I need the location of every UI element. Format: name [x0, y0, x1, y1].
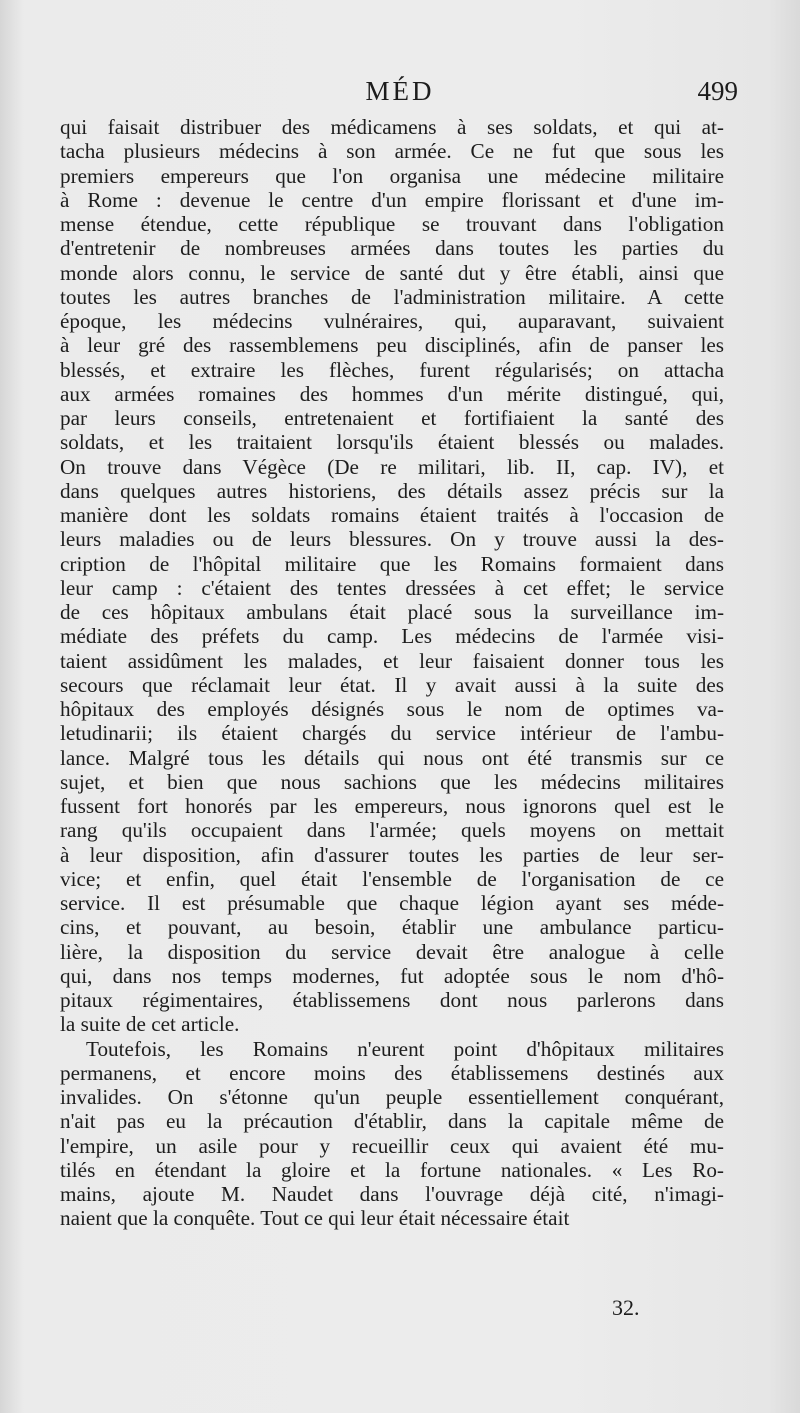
text-line: l'empire, un asile pour y recueillir ceux qui avaient été mu-: [60, 1133, 724, 1158]
text-line: tilés en étendant la gloire et la fortune nationales. « Les Ro-: [60, 1157, 724, 1182]
running-head: MÉD: [365, 76, 435, 106]
text-line: soldats, et les traitaient lorsqu'ils étaient blessés ou malades.: [60, 430, 724, 455]
body-text: [60, 115, 724, 1231]
text-line: d'entretenir de nombreuses armées dans toutes les parties du: [60, 236, 724, 261]
text-line: pitaux régimentaires, établissemens dont nous parlerons dans: [60, 988, 724, 1012]
text-line: rang qu'ils occupaient dans l'armée; quels moyens on mettait: [60, 818, 724, 843]
text-line: taient assidûment les malades, et leur faisaient donner tous les: [60, 648, 724, 673]
signature-mark: 32.: [612, 1295, 640, 1320]
text-line: la suite de cet article.: [60, 1012, 240, 1037]
text-line: à leur disposition, afin d'assurer toutes les parties de leur ser-: [60, 842, 724, 867]
text-line: par leurs conseils, entretenaient et fortifiaient la santé des: [60, 406, 724, 430]
text-line: monde alors connu, le service de santé dut y être établi, ainsi que: [60, 260, 724, 285]
text-line: tacha plusieurs médecins à son armée. Ce ne fut que sous les: [60, 139, 724, 164]
text-line: cins, et pouvant, au besoin, établir une ambulance particu-: [60, 915, 724, 940]
text-line: blessés, et extraire les flèches, furent régularisés; on attacha: [60, 357, 724, 382]
text-line: Toutefois, les Romains n'eurent point d'hôpitaux militaires: [86, 1036, 724, 1061]
text-line: leurs maladies ou de leurs blessures. On y trouve aussi la des-: [60, 527, 724, 552]
text-line: aux armées romaines des hommes d'un mérite distingué, qui,: [60, 381, 724, 406]
text-line: mains, ajoute M. Naudet dans l'ouvrage déjà cité, n'imagi-: [60, 1182, 724, 1206]
text-line: à leur gré des rassemblemens peu disciplinés, afin de panser les: [60, 333, 724, 358]
text-line: service. Il est présumable que chaque légion ayant ses méde-: [60, 891, 724, 915]
page-number: 499: [697, 76, 738, 106]
text-line: On trouve dans Végèce (De re militari, lib. II, cap. IV), et: [60, 454, 724, 479]
text-line: qui, dans nos temps modernes, fut adoptée sous le nom d'hô-: [60, 963, 724, 988]
text-line: cription de l'hôpital militaire que les Romains formaient dans: [60, 551, 724, 576]
text-line: époque, les médecins vulnéraires, qui, auparavant, suivaient: [60, 309, 724, 333]
text-line: naient que la conquête. Tout ce qui leur était nécessaire était: [60, 1206, 570, 1231]
text-line: fussent fort honorés par les empereurs, nous ignorons quel est le: [60, 794, 724, 818]
paragraph: [60, 1037, 724, 1231]
text-line: leur camp : c'étaient des tentes dressées à cet effet; le service: [60, 575, 724, 600]
text-line: de ces hôpitaux ambulans était placé sous la surveillance im-: [60, 600, 724, 624]
text-line: hôpitaux des employés désignés sous le nom de optimes va-: [60, 697, 724, 721]
text-line: dans quelques autres historiens, des détails assez précis sur la: [60, 478, 724, 503]
text-line: letudinarii; ils étaient chargés du service intérieur de l'ambu-: [60, 721, 724, 746]
text-line: à Rome : devenue le centre d'un empire florissant et d'une im-: [60, 187, 724, 212]
text-line: médiate des préfets du camp. Les médecins de l'armée visi-: [60, 624, 724, 649]
text-line: invalides. On s'étonne qu'un peuple essentiellement conquérant,: [60, 1085, 724, 1109]
text-line: qui faisait distribuer des médicamens à ses soldats, et qui at-: [60, 115, 724, 139]
text-line: lière, la disposition du service devait être analogue à celle: [60, 939, 724, 964]
text-line: toutes les autres branches de l'administration militaire. A cette: [60, 284, 724, 309]
text-line: manière dont les soldats romains étaient traités à l'occasion de: [60, 503, 724, 527]
text-line: secours que réclamait leur état. Il y avait aussi à la suite des: [60, 672, 724, 697]
paragraph: [60, 115, 724, 1037]
text-line: sujet, et bien que nous sachions que les médecins militaires: [60, 769, 724, 794]
text-line: premiers empereurs que l'on organisa une médecine militaire: [60, 163, 724, 188]
text-line: lance. Malgré tous les détails qui nous ont été transmis sur ce: [60, 745, 724, 770]
page-header: [0, 76, 800, 116]
text-line: permanens, et encore moins des établissemens destinés aux: [60, 1060, 724, 1085]
text-line: mense étendue, cette république se trouvant dans l'obligation: [60, 212, 724, 236]
text-line: n'ait pas eu la précaution d'établir, dans la capitale même de: [60, 1109, 724, 1134]
text-line: vice; et enfin, quel était l'ensemble de l'organisation de ce: [60, 866, 724, 891]
